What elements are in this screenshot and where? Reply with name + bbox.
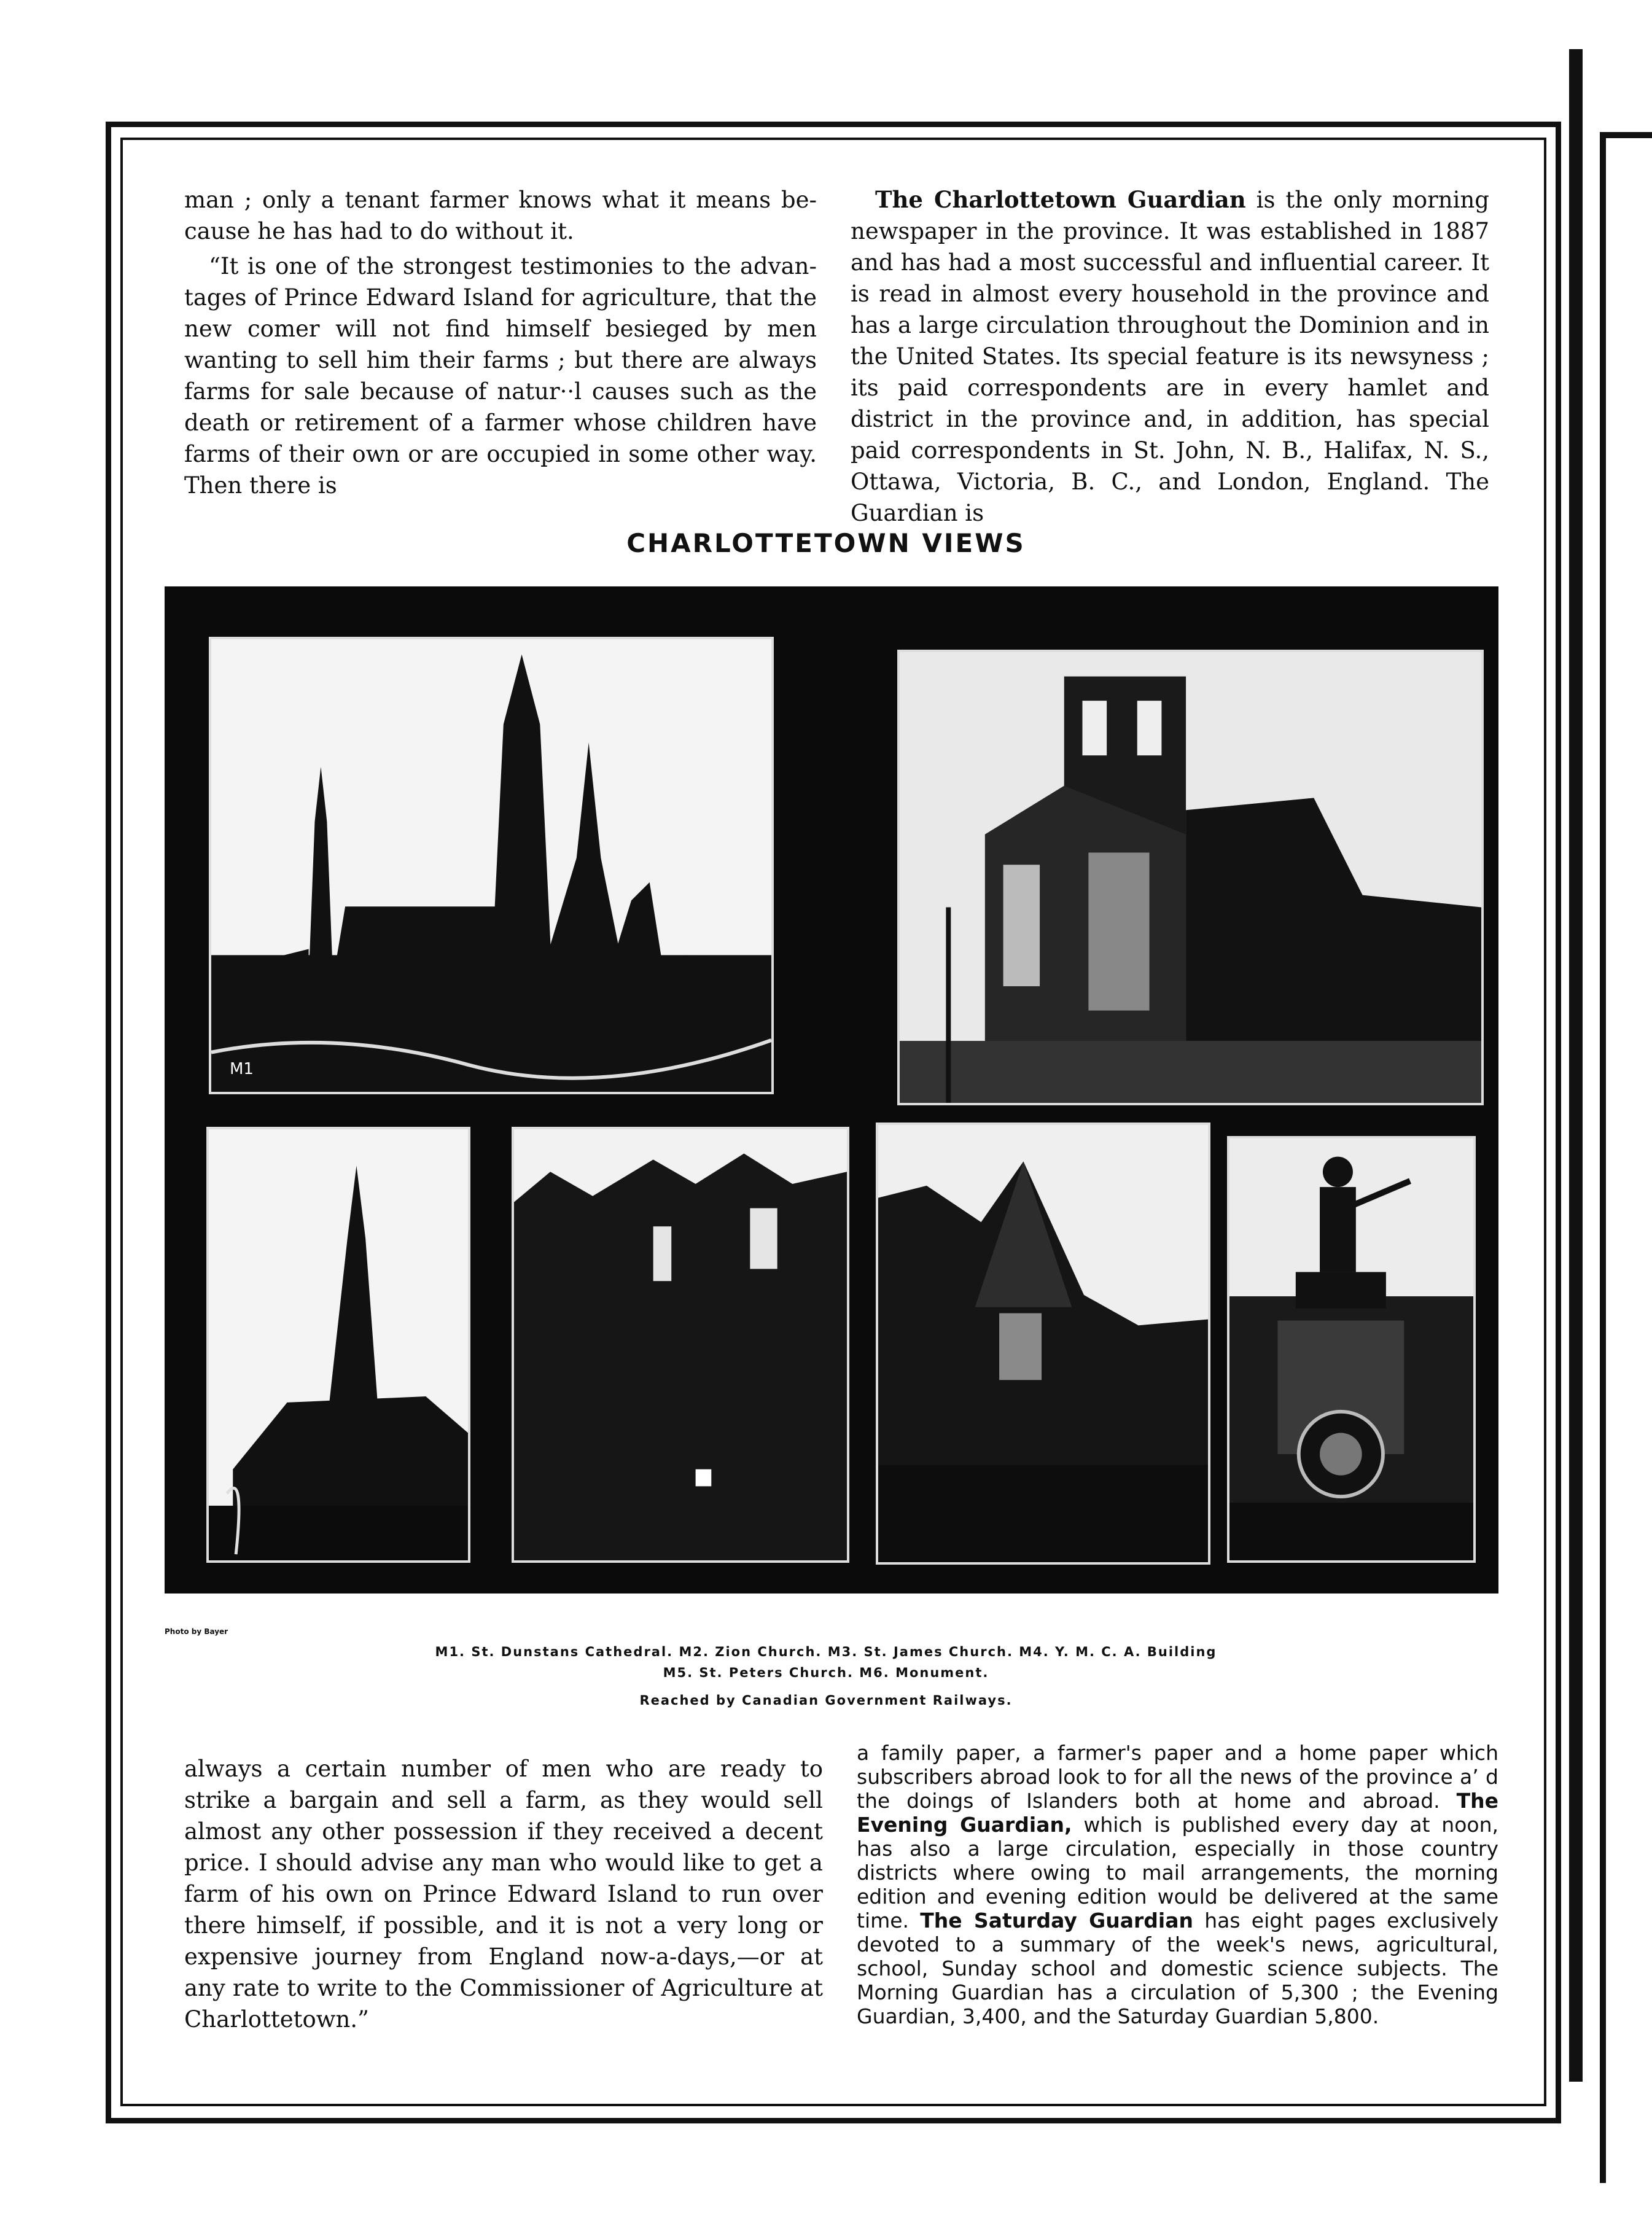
photo-credit: Photo by Bayer	[165, 1627, 228, 1636]
top-right-column	[851, 184, 1489, 532]
bottom-right-column	[857, 1741, 1498, 2032]
bottom-left-column	[184, 1753, 823, 2039]
cathedral-illustration	[211, 639, 771, 1092]
church-illustration	[209, 1129, 468, 1560]
paragraph-part: which is published every day at noon, has also a large circulation, especially in those country districts where owing to mail arrangements, the morning edition and evening edition would be delivered at the same time.	[857, 1813, 1499, 1932]
monument-illustration	[1229, 1138, 1473, 1560]
church-illustration	[878, 1125, 1208, 1562]
photo-ymca-building	[512, 1127, 849, 1563]
photo-monument	[1227, 1136, 1476, 1563]
section-title: CHARLOTTETOWN VIEWS	[626, 528, 1026, 558]
caption-line-3: Reached by Canadian Government Railways.	[639, 1693, 1013, 1708]
building-illustration	[514, 1129, 847, 1560]
paragraph: is the only morning newspaper in the province. It was established in 1887 and has had a most successful and influential career. It is read in almost every household in the province and has a large circulation throughout the Dominion and in the United States. Its special feature is its newsyness ; its paid correspondents are in every hamlet and district in the province and, in addition, has special paid correspondents in St. John, N. B., Halifax, N. S., Ottawa, Victoria, B. C., and London, England. The Guardian is	[851, 187, 1489, 526]
photo-plate-label: M1	[230, 1060, 254, 1078]
photo-st-james-church	[206, 1127, 470, 1563]
caption-line-2: M5. St. Peters Church. M6. Monument.	[663, 1665, 989, 1680]
paragraph: “It is one of the strongest testimonies to the advantages of Prince Edward Island for agriculture, that the new comer will not find himself besieged by men wanting to sell him their farms ; but there are always farms for sale because of natur··l causes such as the death or retirement of a farmer whose children have farms of their own or are occupied in some other way. Then there is	[184, 253, 817, 499]
paragraph: always a certain number of men who are ready to strike a bargain and sell a farm, as they would sell almost any other possession if they received a decent price. I should advise any man who would like to get a farm of his own on Prince Edward Island to run over there himself, if possible, and it is not a very long or expensive journey from England now-a-days,—or at any rate to write to the Commissioner of Agriculture at Charlottetown.”	[184, 1756, 823, 2033]
photo-board	[165, 586, 1498, 1593]
caption-line-1: M1. St. Dunstans Cathedral. M2. Zion Church. M3. St. James Church. M4. Y. M. C. A. Building	[435, 1644, 1217, 1659]
top-left-column	[184, 184, 817, 505]
right-margin-rule	[1569, 49, 1583, 2082]
right-edge-rule-top	[1600, 132, 1652, 138]
photo-st-dunstans-cathedral	[209, 637, 774, 1094]
newspaper-name: The Evening Guardian,	[857, 1789, 1498, 1837]
photo-st-peters-church	[876, 1123, 1210, 1565]
paragraph-part: a family paper, a farmer's paper and a home paper which subscribers abroad look to for all the news of the province a’ d the doings of Islanders both at home and abroad.	[857, 1741, 1498, 1813]
paragraph-part: has eight pages exclusively devoted to a summary of the week's news, agricultural, school, Sunday school and domestic science subjects. The Morning Guardian has a circulation of 5,300 ; the Evening Guardian, 3,400, and the Saturday Guardian 5,800.	[857, 1909, 1498, 2028]
photo-zion-church	[897, 650, 1484, 1105]
paragraph: man ; only a tenant farmer knows what it means because he has had to do without it.	[184, 187, 817, 244]
church-illustration	[900, 652, 1481, 1103]
newspaper-name: The Saturday Guardian	[920, 1909, 1193, 1932]
right-edge-rule	[1600, 132, 1606, 2183]
newspaper-name: The Charlottetown Guardian	[875, 186, 1246, 213]
